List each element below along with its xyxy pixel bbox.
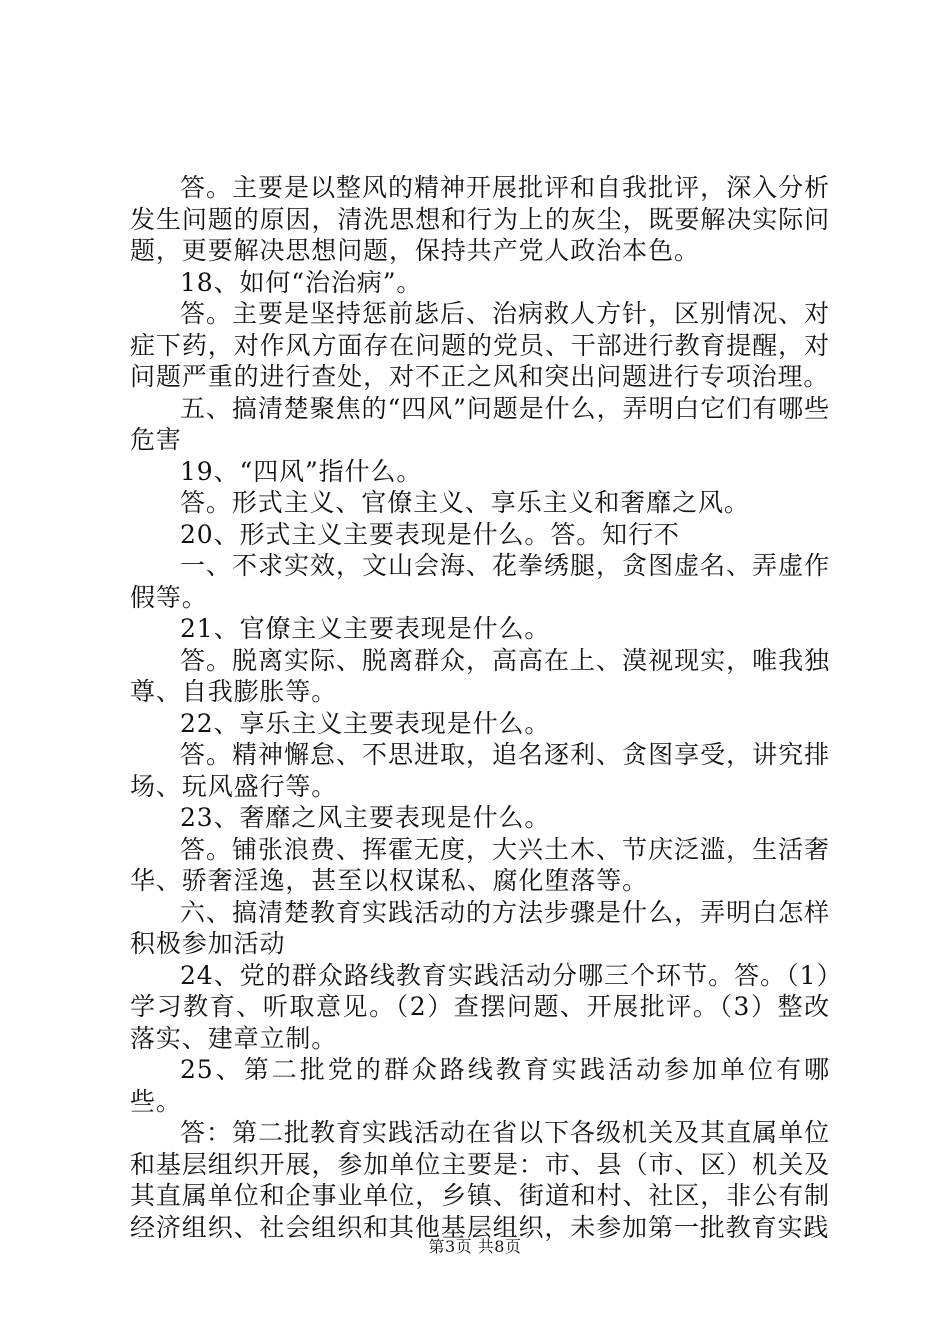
- question-heading: 23、奢靡之风主要表现是什么。: [180, 803, 551, 832]
- paragraph: 一、不求实效，文山会海、花拳绣腿，贪图虚名、弄虚作假等。: [130, 551, 830, 612]
- paragraph: 答。形式主义、官僚主义、享乐主义和奢靡之风。: [180, 488, 750, 517]
- page-number-label: 第3页 共8页: [428, 1237, 522, 1256]
- question-heading: 25、第二批党的群众路线教育实践活动参加单位有哪些。: [130, 1055, 830, 1116]
- question-heading: 18、如何“治治病”。: [180, 267, 423, 297]
- paragraph: 答：第二批教育实践活动在省以下各级机关及其直属单位和基层组织开展，参加单位主要是：市、县（市、区）机关及其直属单位和企事业单位，乡镇、街道和村、社区，非公有制经济组织、社会组织和其他基层组织，未参加第一批教育实践: [130, 1118, 830, 1242]
- paragraph: 答。主要是坚持惩前毖后、治病救人方针，区别情况、对症下药，对作风方面存在问题的党员、干部进行教育提醒，对问题严重的进行查处，对不正之风和突出问题进行专项治理。: [130, 299, 830, 391]
- paragraph: 答。精神懈怠、不思进取，追名逐利、贪图享受，讲究排场、玩风盛行等。: [130, 740, 830, 801]
- paragraph: 24、党的群众路线教育实践活动分哪三个环节。答。（1）学习教育、听取意见。（2）查摆问题、开展批评。（3）整改落实、建章立制。: [130, 960, 830, 1053]
- body-text: [130, 172, 830, 1243]
- paragraph: 答。铺张浪费、挥霍无度，大兴土木、节庆泛滥，生活奢华、骄奢淫逸，甚至以权谋私、腐化堕落等。: [130, 834, 830, 895]
- question-heading: 22、享乐主义主要表现是什么。: [180, 708, 551, 738]
- question-heading: 20、形式主义主要表现是什么。答。知行不: [180, 519, 680, 549]
- page-footer: [0, 1237, 950, 1257]
- question-heading: 19、“四风”指什么。: [180, 456, 423, 486]
- section-heading: 六、搞清楚教育实践活动的方法步骤是什么，弄明白怎样积极参加活动: [130, 897, 830, 958]
- paragraph: 答。主要是以整风的精神开展批评和自我批评，深入分析发生问题的原因，清洗思想和行为上的灰尘，既要解决实际问题，更要解决思想问题，保持共产党人政治本色。: [130, 173, 830, 265]
- section-heading: 五、搞清楚聚焦的“四风”问题是什么，弄明白它们有哪些危害: [130, 393, 830, 454]
- question-heading: 21、官僚主义主要表现是什么。: [180, 614, 551, 643]
- paragraph: 答。脱离实际、脱离群众，高高在上、漠视现实，唯我独尊、自我膨胀等。: [130, 645, 830, 706]
